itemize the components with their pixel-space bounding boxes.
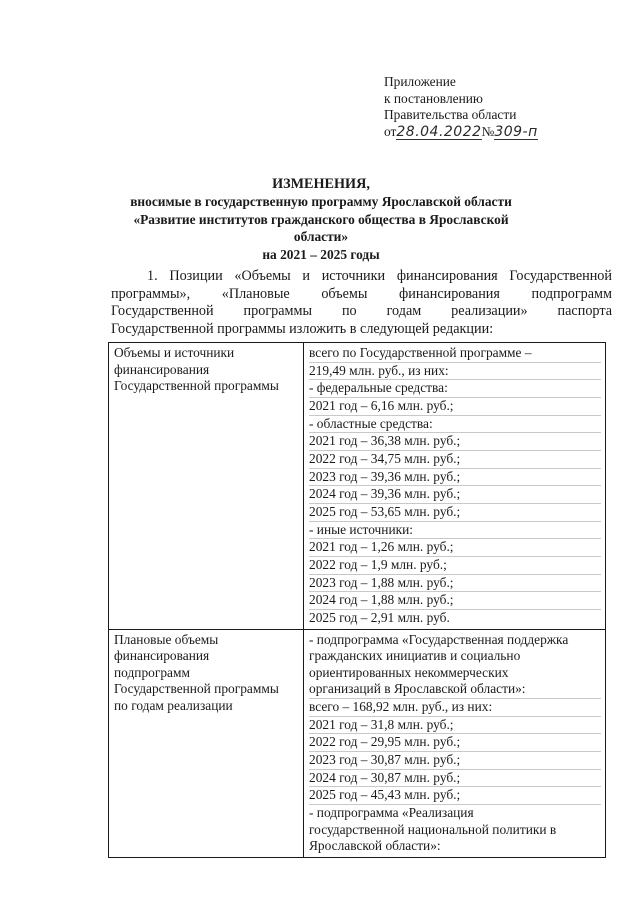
content-line: - федеральные средства: bbox=[309, 379, 601, 397]
approval-line-government: Правительства области bbox=[384, 107, 517, 123]
row-label-line: Объемы и источники bbox=[114, 345, 235, 360]
number-label: № bbox=[481, 123, 495, 139]
content-line: - областные средства: bbox=[309, 415, 601, 433]
content-line: Ярославской области»: bbox=[309, 838, 441, 854]
content-line: 2022 год – 34,75 млн. руб.; bbox=[309, 450, 601, 468]
content-line: 2021 год – 36,38 млн. руб.; bbox=[309, 432, 601, 450]
row-label-line: финансирования bbox=[114, 648, 210, 664]
content-line: всего по Государственной программе – bbox=[309, 345, 532, 360]
content-line: гражданских инициатив и социально bbox=[309, 648, 521, 664]
row-label-line: Государственной программы bbox=[114, 378, 279, 394]
heading-title: ИЗМЕНЕНИЯ, bbox=[272, 176, 370, 192]
handwritten-number: 309-п bbox=[494, 123, 538, 140]
row-content-cell bbox=[304, 343, 606, 630]
content-line: 2023 год – 1,88 млн. руб.; bbox=[309, 574, 601, 592]
row-label-cell bbox=[109, 629, 304, 858]
intro-line: программы», «Плановые объемы финансирования подпрограмм bbox=[111, 285, 612, 302]
content-line: - иные источники: bbox=[309, 521, 601, 539]
content-line: 2022 год – 1,9 млн. руб.; bbox=[309, 556, 601, 574]
content-line: 2021 год – 31,8 млн. руб.; bbox=[309, 716, 601, 734]
table-row-funding-volumes bbox=[109, 343, 606, 630]
content-line: 2021 год – 1,26 млн. руб.; bbox=[309, 538, 601, 556]
row-content-cell bbox=[304, 629, 606, 858]
approval-block bbox=[384, 74, 614, 140]
document-heading bbox=[106, 176, 536, 263]
intro-paragraph bbox=[111, 268, 612, 338]
intro-line: Государственной программы изложить в следующей редакции: bbox=[111, 320, 494, 337]
content-line: 2024 год – 30,87 млн. руб.; bbox=[309, 769, 601, 787]
content-line: 2025 год – 45,43 млн. руб.; bbox=[309, 786, 601, 804]
content-line: - подпрограмма «Государственная поддержка bbox=[309, 631, 569, 647]
content-line: государственной национальной политики в bbox=[309, 821, 557, 837]
content-line: 2025 год – 53,65 млн. руб.; bbox=[309, 503, 601, 521]
content-line: организаций в Ярославской области»: bbox=[309, 681, 526, 697]
content-line: 2025 год – 2,91 млн. руб. bbox=[309, 609, 601, 627]
row-label-line: финансирования bbox=[114, 361, 210, 377]
row-label-line: подпрограмм bbox=[114, 664, 190, 680]
heading-line-program: вносимые в государственную программу Ярославской области bbox=[130, 194, 512, 210]
approval-line-appendix: Приложение bbox=[384, 74, 456, 89]
content-line: всего – 168,92 млн. руб., из них: bbox=[309, 698, 601, 716]
content-line: 2022 год – 29,95 млн. руб.; bbox=[309, 733, 601, 751]
row-label-line: Государственной программы bbox=[114, 681, 279, 697]
approval-line-resolution: к постановлению bbox=[384, 90, 483, 106]
content-line: - подпрограмма «Реализация bbox=[309, 804, 601, 822]
row-label-line: Плановые объемы bbox=[114, 631, 219, 647]
content-line: 2023 год – 30,87 млн. руб.; bbox=[309, 751, 601, 769]
content-line: 2021 год – 6,16 млн. руб.; bbox=[309, 397, 601, 415]
heading-line-name: «Развитие институтов гражданского общества в Ярославской области» bbox=[133, 211, 509, 245]
passport-table bbox=[108, 342, 606, 858]
table-row-subprogram-volumes bbox=[109, 629, 606, 858]
content-line: 2024 год – 39,36 млн. руб.; bbox=[309, 485, 601, 503]
intro-line: Государственной программы по годам реализации» паспорта bbox=[111, 303, 612, 320]
row-label-line: по годам реализации bbox=[114, 698, 233, 714]
heading-line-years: на 2021 – 2025 годы bbox=[262, 246, 380, 262]
content-line: 219,49 млн. руб., из них: bbox=[309, 362, 601, 380]
from-label: от bbox=[384, 123, 397, 139]
row-label-cell bbox=[109, 343, 304, 630]
content-line: 2024 год – 1,88 млн. руб.; bbox=[309, 591, 601, 609]
content-line: 2023 год – 39,36 млн. руб.; bbox=[309, 468, 601, 486]
content-line: ориентированных некоммерческих bbox=[309, 664, 509, 680]
intro-line: 1. Позиции «Объемы и источники финансирования Государственной bbox=[147, 268, 612, 284]
handwritten-date: 28.04.2022 bbox=[396, 123, 482, 140]
approval-date-number-row bbox=[384, 124, 614, 141]
